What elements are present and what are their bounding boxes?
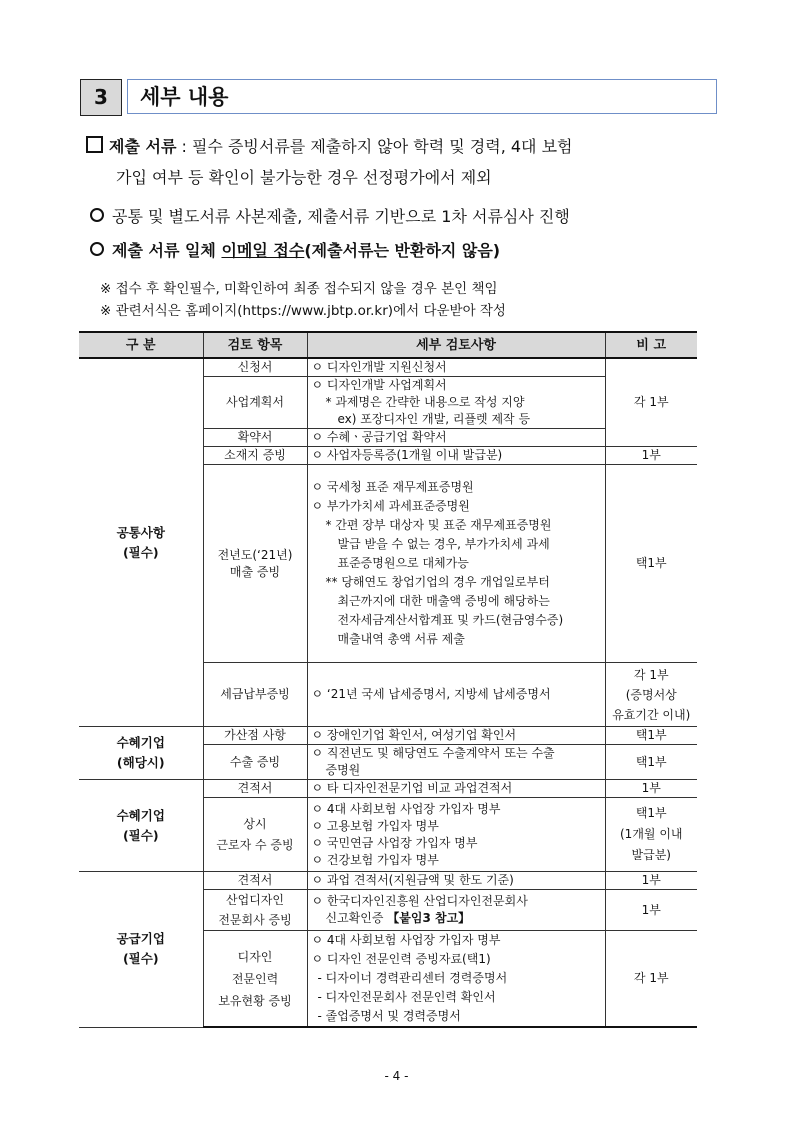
- header-remark: 비 고: [605, 332, 697, 358]
- item-cell: 사업계획서: [203, 377, 307, 429]
- remark-cell: 1부: [605, 890, 697, 931]
- document-table: [79, 331, 697, 1028]
- remark-cell: 택1부: [605, 745, 697, 780]
- detail-cell: ㅇ 국세청 표준 재무제표증명원 ㅇ 부가가치세 과세표준증명원 * 간편 장부 대상자 및 표준 재무제표증명원 발급 받을 수 없는 경우, 부가가치세 과세 표준증명원으로 대체가능 ** 당해연도 창업기업의 경우 개업일로부터 최근까지에 대한 매출액 증빙에 해당하는 전자세금계산서합계표 및 카드(현금영수증) 매출내역 총액 서류 제출: [307, 465, 605, 663]
- header-category: 구 분: [79, 332, 203, 358]
- header-item: 검토 항목: [203, 332, 307, 358]
- remark-cell: 각 1부: [605, 931, 697, 1028]
- detail-cell: ㅇ ‘21년 국세 납세증명서, 지방세 납세증명서: [307, 663, 605, 727]
- note-2: ※ 관련서식은 홈페이지(https://www.jbtp.or.kr)에서 다운받아 작성: [100, 303, 506, 319]
- category-beneficiary-optional: 수혜기업 (해당시): [79, 727, 203, 780]
- category-common: 공통사항 (필수): [79, 358, 203, 727]
- header-detail: 세부 검토사항: [307, 332, 605, 358]
- detail-cell: ㅇ 타 디자인전문기업 비교 과업견적서: [307, 780, 605, 798]
- item-cell: 확약서: [203, 429, 307, 447]
- category-beneficiary-required: 수혜기업 (필수): [79, 780, 203, 872]
- item-cell: 가산점 사항: [203, 727, 307, 745]
- remark-cell: 택1부: [605, 727, 697, 745]
- bullet-2-pre: 제출 서류 일체: [112, 241, 222, 260]
- remark-cell: 각 1부: [605, 358, 697, 447]
- detail-cell: ㅇ 한국디자인진흥원 산업디자인전문회사 신고확인증 【붙임3 참고】: [307, 890, 605, 931]
- bullet-1-text: 공통 및 별도서류 사본제출, 제출서류 기반으로 1차 서류심사 진행: [112, 207, 570, 226]
- bullet-1: [90, 201, 570, 232]
- item-cell: 전년도(‘21년) 매출 증빙: [203, 465, 307, 663]
- detail-cell: ㅇ 직전년도 및 해당연도 수출계약서 또는 수출 증명원: [307, 745, 605, 780]
- remark-cell: 택1부 (1개월 이내 발급분): [605, 798, 697, 872]
- bullet-2-underline: 이메일 접수: [221, 241, 305, 260]
- item-cell: 견적서: [203, 872, 307, 890]
- item-cell: 소재지 증빙: [203, 447, 307, 465]
- intro-bold: 제출 서류: [109, 137, 177, 156]
- detail-cell: ㅇ 4대 사회보험 사업장 가입자 명부 ㅇ 고용보험 가입자 명부 ㅇ 국민연금 사업장 가입자 명부 ㅇ 건강보험 가입자 명부: [307, 798, 605, 872]
- detail-cell: ㅇ 4대 사회보험 사업장 가입자 명부 ㅇ 디자인 전문인력 증빙자료(택1) - 디자이너 경력관리센터 경력증명서 - 디자인전문회사 전문인력 확인서 - 졸업증명서 및 경력증명서: [307, 931, 605, 1028]
- bullet-2-post: (제출서류는 반환하지 않음): [304, 241, 501, 260]
- category-supplier: 공급기업 (필수): [79, 872, 203, 1028]
- intro-line-1: [86, 131, 573, 162]
- detail-cell: ㅇ 장애인기업 확인서, 여성기업 확인서: [307, 727, 605, 745]
- remark-cell: 1부: [605, 872, 697, 890]
- item-cell: 세금납부증빙: [203, 663, 307, 727]
- detail-cell: ㅇ 과업 견적서(지원금액 및 한도 기준): [307, 872, 605, 890]
- remark-cell: 택1부: [605, 465, 697, 663]
- section-title: 세부 내용: [127, 79, 717, 114]
- remark-cell: 1부: [605, 780, 697, 798]
- item-cell: 상시 근로자 수 증빙: [203, 798, 307, 872]
- table-row: [79, 872, 697, 890]
- detail-cell: ㅇ 디자인개발 사업계획서 * 과제명은 간략한 내용으로 작성 지양 ex) 포장디자인 개발, 리플렛 제작 등: [307, 377, 605, 429]
- table-row: [79, 727, 697, 745]
- detail-cell: ㅇ 수혜ㆍ공급기업 확약서: [307, 429, 605, 447]
- intro-rest: : 필수 증빙서류를 제출하지 않아 학력 및 경력, 4대 보험: [176, 137, 573, 156]
- note-1: ※ 접수 후 확인필수, 미확인하여 최종 접수되지 않을 경우 본인 책임: [100, 281, 498, 297]
- detail-cell: ㅇ 사업자등록증(1개월 이내 발급분): [307, 447, 605, 465]
- bullet-circle-icon: [90, 242, 104, 256]
- item-cell: 디자인 전문인력 보유현황 증빙: [203, 931, 307, 1028]
- item-cell: 신청서: [203, 358, 307, 377]
- section-number: 3: [80, 79, 122, 116]
- table-header-row: [79, 332, 697, 358]
- table-row: [79, 358, 697, 377]
- remark-cell: 1부: [605, 447, 697, 465]
- detail-cell: ㅇ 디자인개발 지원신청서: [307, 358, 605, 377]
- bullet-2: [90, 235, 500, 266]
- checkbox-square-icon: [86, 136, 103, 153]
- bullet-circle-icon: [90, 208, 104, 222]
- page-number: - 4 -: [384, 1069, 409, 1083]
- item-cell: 수출 증빙: [203, 745, 307, 780]
- item-cell: 견적서: [203, 780, 307, 798]
- section-header: [80, 79, 719, 116]
- intro-line-2: 가입 여부 등 확인이 불가능한 경우 선정평가에서 제외: [116, 168, 492, 187]
- remark-cell: 각 1부 (증명서상 유효기간 이내): [605, 663, 697, 727]
- table-row: [79, 780, 697, 798]
- item-cell: 산업디자인 전문회사 증빙: [203, 890, 307, 931]
